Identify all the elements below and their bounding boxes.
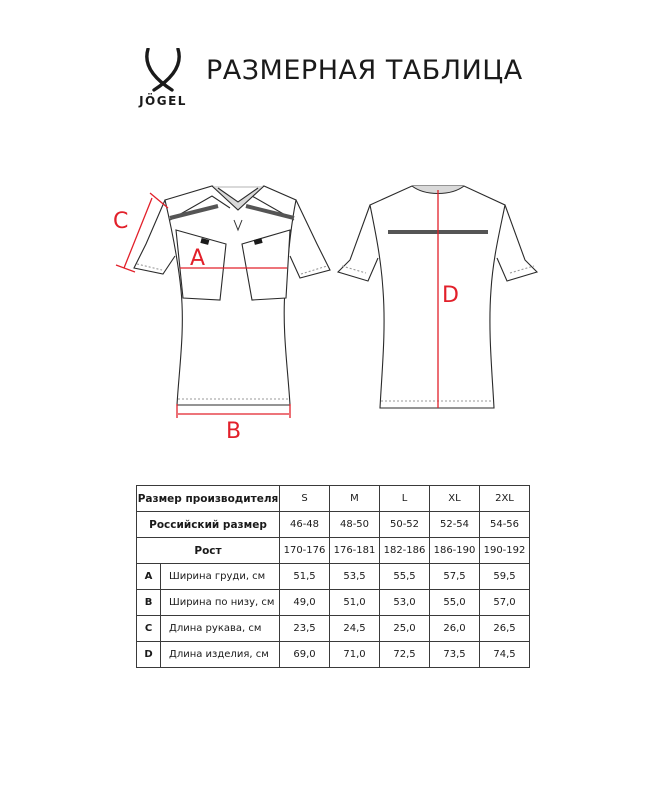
- row-label: Рост: [137, 538, 280, 564]
- table-cell: 59,5: [480, 564, 530, 590]
- table-row-measure-c: [137, 616, 530, 642]
- table-cell: 26,5: [480, 616, 530, 642]
- table-cell: 50-52: [380, 512, 430, 538]
- table-row-height: [137, 538, 530, 564]
- measure-label-b: B: [226, 419, 242, 444]
- measure-label: Ширина по низу, см: [161, 590, 280, 616]
- size-table: [136, 485, 530, 668]
- table-cell: 54-56: [480, 512, 530, 538]
- table-cell: S: [280, 486, 330, 512]
- page-title: РАЗМЕРНАЯ ТАБЛИЦА: [206, 55, 523, 86]
- table-cell: L: [380, 486, 430, 512]
- table-cell: 57,0: [480, 590, 530, 616]
- table-cell: 52-54: [430, 512, 480, 538]
- measure-letter: A: [137, 564, 161, 590]
- table-cell: 182-186: [380, 538, 430, 564]
- table-cell: 73,5: [430, 642, 480, 668]
- table-cell: 24,5: [330, 616, 380, 642]
- table-cell: 55,5: [380, 564, 430, 590]
- table-cell: 25,0: [380, 616, 430, 642]
- measure-label: Длина рукава, см: [161, 616, 280, 642]
- measure-label: Ширина груди, см: [161, 564, 280, 590]
- table-cell: 49,0: [280, 590, 330, 616]
- table-cell: 51,5: [280, 564, 330, 590]
- table-cell: M: [330, 486, 380, 512]
- table-cell: 2XL: [480, 486, 530, 512]
- measure-label-c: C: [113, 209, 129, 234]
- table-cell: 51,0: [330, 590, 380, 616]
- table-cell: 170-176: [280, 538, 330, 564]
- table-cell: 72,5: [380, 642, 430, 668]
- row-label: Размер производителя: [137, 486, 280, 512]
- measure-label-a: A: [190, 246, 206, 271]
- table-cell: 190-192: [480, 538, 530, 564]
- table-cell: 186-190: [430, 538, 480, 564]
- table-cell: 53,0: [380, 590, 430, 616]
- measure-c-tick-bottom: [116, 265, 135, 272]
- row-label: Российский размер: [137, 512, 280, 538]
- table-row-measure-a: [137, 564, 530, 590]
- brand-name: JÖGEL: [139, 94, 187, 108]
- table-cell: 57,5: [430, 564, 480, 590]
- table-cell: 53,5: [330, 564, 380, 590]
- measure-label-d: D: [442, 283, 459, 308]
- table-row-measure-b: [137, 590, 530, 616]
- table-cell: 23,5: [280, 616, 330, 642]
- table-row-manufacturer-size: [137, 486, 530, 512]
- measure-letter: D: [137, 642, 161, 668]
- table-cell: 69,0: [280, 642, 330, 668]
- table-cell: 26,0: [430, 616, 480, 642]
- table-cell: 55,0: [430, 590, 480, 616]
- table-cell: 48-50: [330, 512, 380, 538]
- measure-letter: C: [137, 616, 161, 642]
- table-cell: 74,5: [480, 642, 530, 668]
- table-cell: 71,0: [330, 642, 380, 668]
- measure-letter: B: [137, 590, 161, 616]
- table-row-russian-size: [137, 512, 530, 538]
- measure-label: Длина изделия, см: [161, 642, 280, 668]
- table-cell: XL: [430, 486, 480, 512]
- table-cell: 46-48: [280, 512, 330, 538]
- table-row-measure-d: [137, 642, 530, 668]
- front-shirt-drawing: [134, 186, 330, 405]
- table-cell: 176-181: [330, 538, 380, 564]
